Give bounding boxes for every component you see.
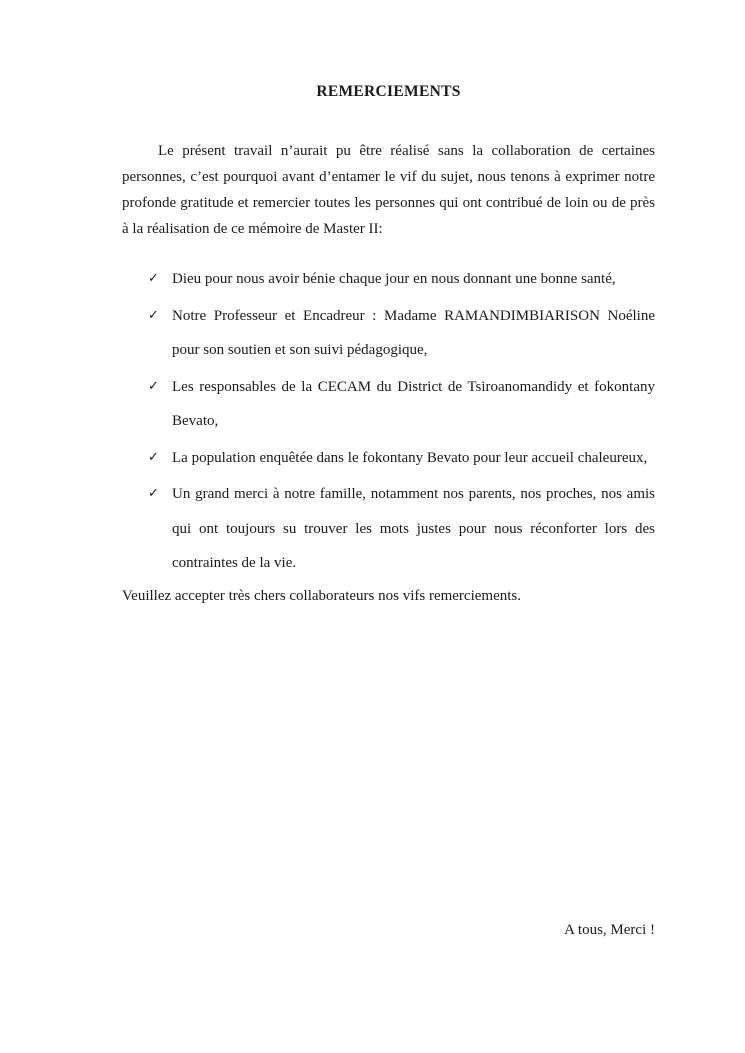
list-item-text: La population enquêtée dans le fokontany Bevato pour leur accueil chaleureux,: [172, 449, 648, 466]
checkmark-icon: ✓: [148, 486, 159, 501]
acknowledgment-list: [148, 262, 655, 581]
page-title: REMERCIEMENTS: [316, 83, 461, 100]
checkmark-icon: ✓: [148, 449, 159, 465]
list-item: [148, 370, 655, 439]
list-item: [148, 477, 655, 581]
list-item-text: Un grand merci à notre famille, notamment nos parents, nos proches, nos amis qui ont toujours su trouver les mots justes pour nous réconforter lors des contraintes de la vie.: [172, 486, 655, 571]
list-item-text: Notre Professeur et Encadreur : Madame RAMANDIMBIARISON Noéline pour son soutien et son suivi pédagogique,: [172, 307, 655, 358]
list-item: [148, 262, 655, 297]
checkmark-icon: ✓: [148, 378, 159, 394]
list-item: [148, 299, 655, 368]
list-item: [148, 441, 655, 476]
list-item-text: Dieu pour nous avoir bénie chaque jour en nous donnant une bonne santé,: [172, 271, 616, 287]
checkmark-icon: ✓: [148, 271, 159, 286]
closing-paragraph: Veuillez accepter très chers collaborateurs nos vifs remerciements.: [122, 587, 521, 604]
signoff-text: A tous, Merci !: [564, 921, 655, 938]
list-item-text: Les responsables de la CECAM du District de Tsiroanomandidy et fokontany Bevato,: [172, 378, 655, 429]
intro-paragraph: Le présent travail n’aurait pu être réalisé sans la collaboration de certaines personnes, c’est pourquoi avant d’entamer le vif du sujet, nous tenons à exprimer notre profonde gratitude et remercier toutes les personnes qui ont contribué de loin ou de près à la réalisation de ce mémoire de Master II:: [122, 143, 655, 237]
checkmark-icon: ✓: [148, 307, 159, 323]
